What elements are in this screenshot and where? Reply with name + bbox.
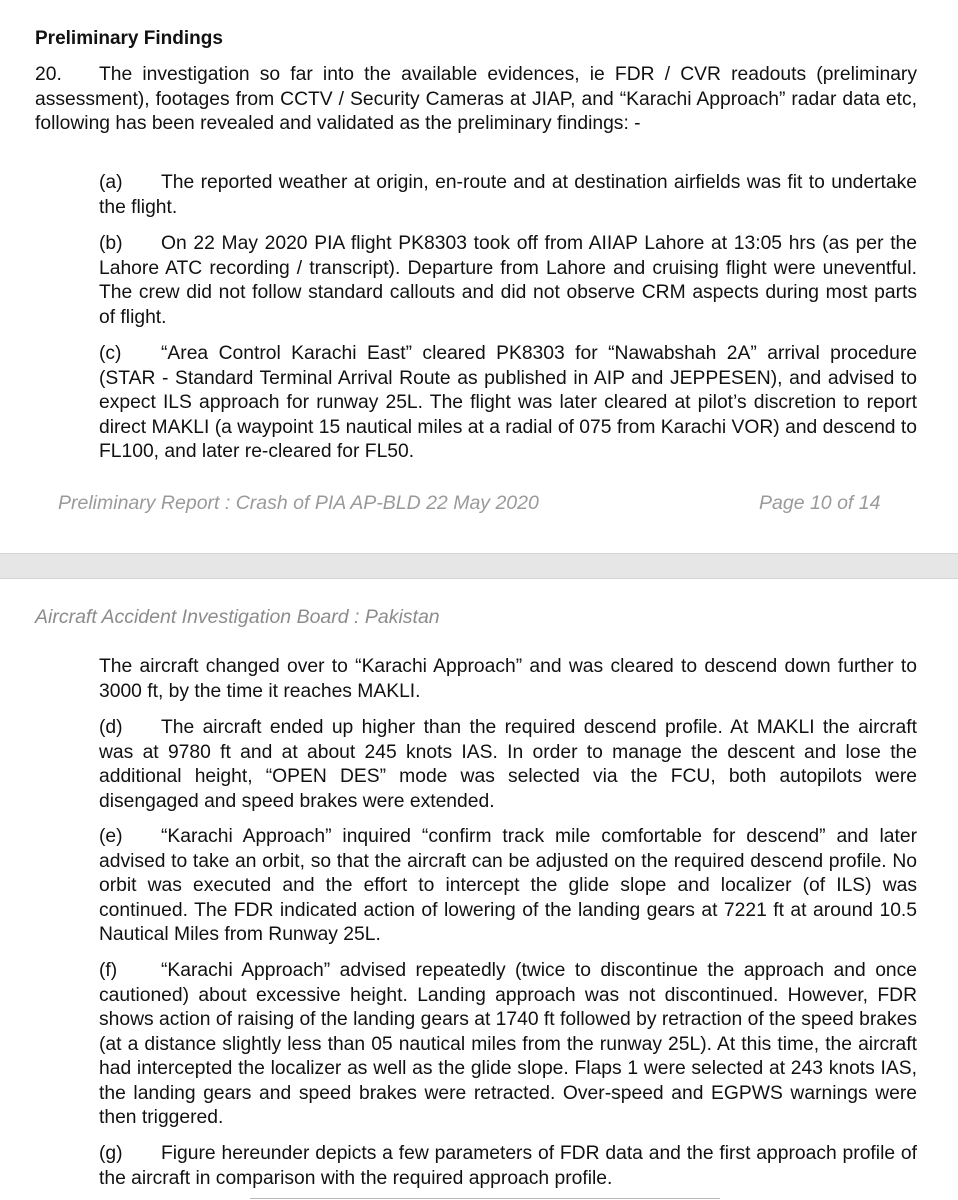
- finding-text: “Karachi Approach” advised repeatedly (twice to discontinue the approach and once cautioned) about excessive height. Landing approach was not discontinued. However, FDR shows action of raising of the landing gears at 1740 ft followed by retraction of the speed brakes (at a distance slightly less than 05 nautical miles from the runway 25L). At this time, the aircraft had intercepted the localizer as well as the glide slope. Flaps 1 were selected at 243 knots IAS, the landing gears and speed brakes were retracted. Over-speed and EGPWS warnings were then triggered.: [99, 960, 917, 1128]
- section-title: Preliminary Findings: [35, 28, 223, 49]
- report-page-11: [0, 579, 958, 1200]
- finding-label: (g): [99, 1143, 123, 1164]
- finding-f: [99, 959, 917, 1131]
- finding-text: “Area Control Karachi East” cleared PK8303 for “Nawabshah 2A” arrival procedure (STAR - Standard Terminal Arrival Route as published in AIP and JEPPESEN), and advised to expect ILS approach for runway 25L. The flight was later cleared at pilot’s discretion to report direct MAKLI (a waypoint 15 nautical miles at a radial of 075 from Karachi VOR) and descend to FL100, and later re-cleared for FL50.: [99, 343, 917, 462]
- paragraph-20: [35, 63, 917, 137]
- finding-text: The aircraft ended up higher than the required descend profile. At MAKLI the aircraft was at 9780 ft and at about 245 knots IAS. In order to manage the descent and lose the additional height, “OPEN DES” mode was selected via the FCU, both autopilots were disengaged and speed brakes were extended.: [99, 717, 917, 812]
- finding-label: (c): [99, 343, 122, 364]
- page-footer-title: Preliminary Report : Crash of PIA AP-BLD 22 May 2020: [58, 492, 539, 514]
- finding-text: Figure hereunder depicts a few parameters of FDR data and the first approach profile of the aircraft in comparison with the required approach profile.: [99, 1143, 917, 1189]
- finding-label: (e): [99, 826, 123, 847]
- continuation-paragraph: The aircraft changed over to “Karachi Approach” and was cleared to descend down further to 3000 ft, by the time it reaches MAKLI.: [99, 656, 917, 702]
- finding-text: “Karachi Approach” inquired “confirm track mile comfortable for descend” and later advised to take an orbit, so that the aircraft can be adjusted on the required descend profile. No orbit was executed and the effort to intercept the glide slope and localizer (of ILS) was continued. The FDR indicated action of lowering of the landing gears at 7221 ft at around 10.5 Nautical Miles from Runway 25L.: [99, 826, 917, 945]
- finding-label: (f): [99, 960, 118, 981]
- finding-text: The reported weather at origin, en-route and at destination airfields was fit to undertake the flight.: [99, 172, 917, 218]
- page-number: Page 10 of 14: [759, 492, 881, 514]
- finding-e: [99, 825, 917, 948]
- finding-b: [99, 232, 917, 330]
- finding-a: [99, 171, 917, 220]
- paragraph-text: The investigation so far into the available evidences, ie FDR / CVR readouts (preliminary assessment), footages from CCTV / Security Cameras at JIAP, and “Karachi Approach” radar data etc, following has been revealed and validated as the preliminary findings: -: [35, 64, 917, 134]
- finding-text: On 22 May 2020 PIA flight PK8303 took off from AIIAP Lahore at 13:05 hrs (as per the Lahore ATC recording / transcript). Departure from Lahore and cruising flight were uneventful. The crew did not follow standard callouts and did not observe CRM aspects during most parts of flight.: [99, 233, 917, 328]
- page-separator: [0, 553, 958, 579]
- finding-d: [99, 716, 917, 814]
- finding-label: (d): [99, 717, 123, 738]
- finding-label: (a): [99, 172, 123, 193]
- report-page-10: [0, 0, 958, 553]
- page-header: Aircraft Accident Investigation Board : Pakistan: [35, 606, 440, 628]
- finding-c: [99, 342, 917, 465]
- finding-label: (b): [99, 233, 123, 254]
- figure-top-rule: [250, 1198, 720, 1199]
- paragraph-number: 20.: [35, 64, 62, 85]
- finding-g: [99, 1142, 917, 1191]
